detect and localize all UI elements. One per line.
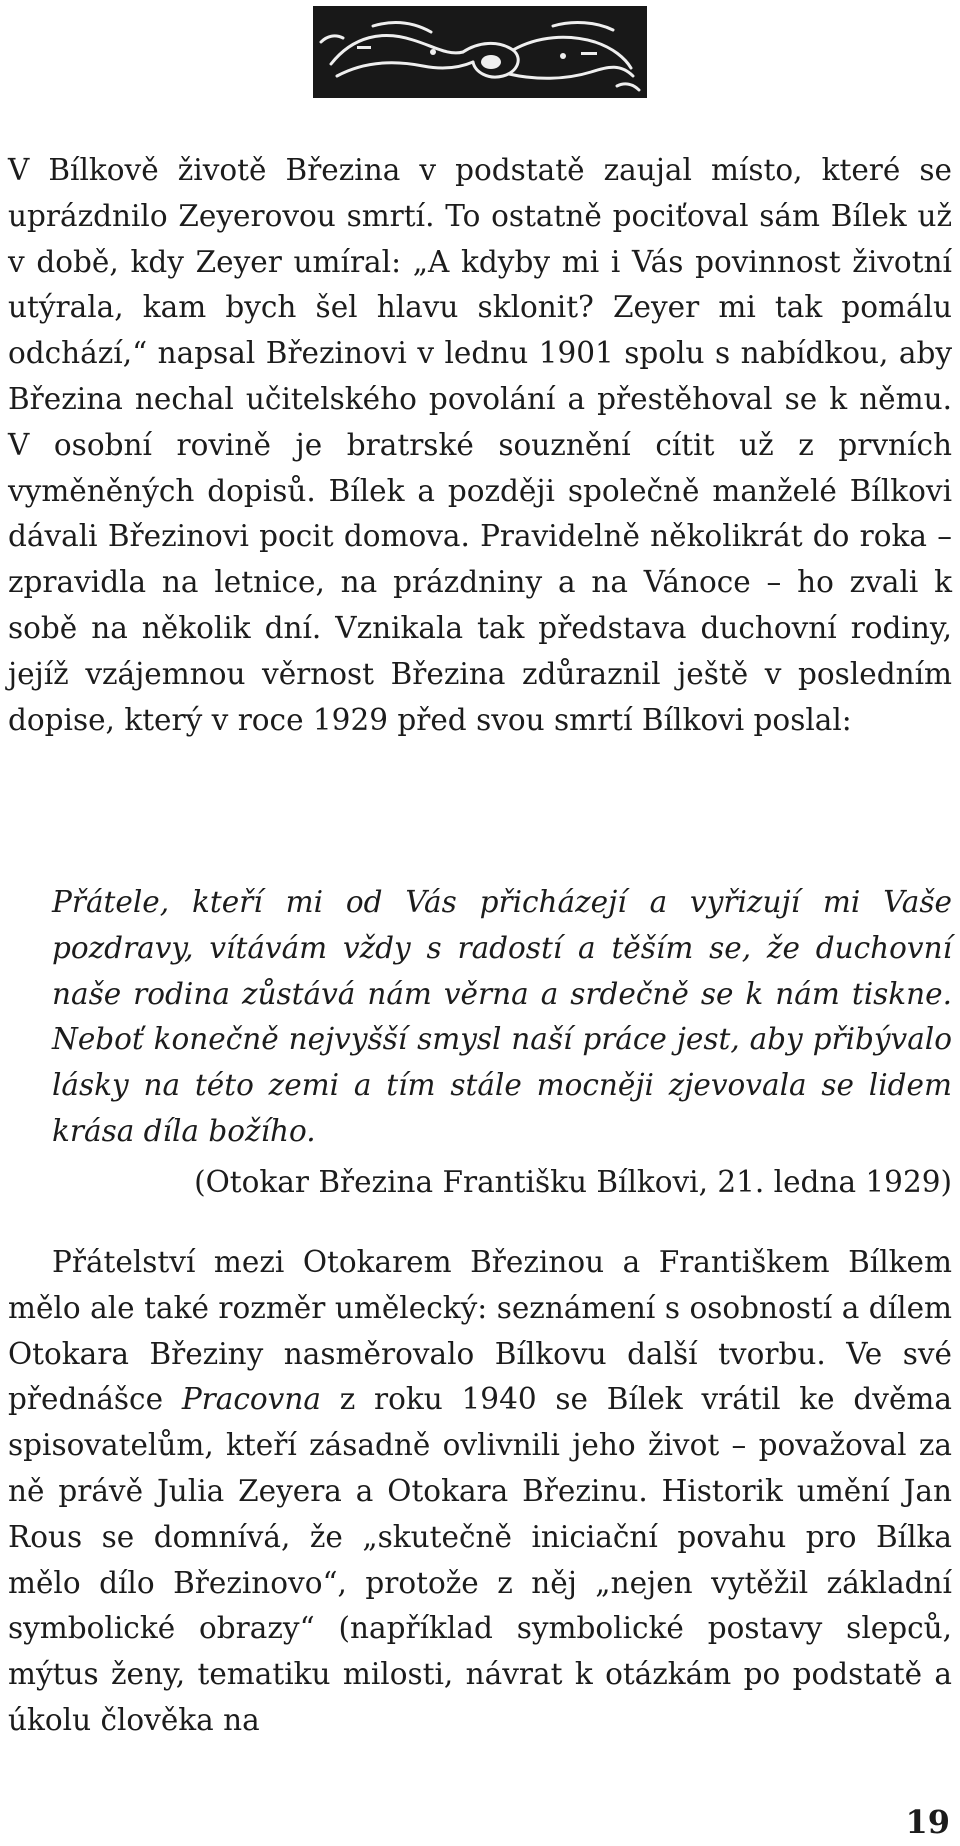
block-quote: Přátele, kteří mi od Vás přicházejí a vyřizují mi Vaše pozdravy, vítávám vždy s radostí a těším se, že duchovní naše rodina zůstává nám věrna a srdečně se k nám tiskne. Neboť konečně nejvyšší smysl naší práce jest, aby přibývalo lásky na této zemi a tím stále mocněji zjevovala se lidem krása díla božího. (52, 885, 952, 1148)
page-number: 19 (905, 1803, 950, 1841)
paragraph-2 (8, 1240, 952, 1744)
paragraph-1: V Bílkově životě Březina v podstatě zaujal místo, které se uprázdnilo Zeyerovou smrtí. To ostatně pociťoval sám Bílek už v době, kdy Zeyer umíral: „A kdyby mi i Vás povinnost životní utýrala, kam bych šel hlavu sklonit? Zeyer mi tak pomálu odchází,“ napsal Březinovi v lednu 1901 spolu s nabídkou, aby Březina nechal učitelského povolání a přestěhoval se k němu. V osobní rovině je bratrské souznění cítit už z prvních vyměněných dopisů. Bílek a později společně manželé Bílkovi dávali Březinovi pocit domova. Pravidelně několikrát do roka – zpravidla na letnice, na prázdniny a na Vánoce – ho zvali k sobě na několik dní. Vznikala tak představa duchovní rodiny, jejíž vzájemnou věrnost Březina zdůraznil ještě v posledním dopise, který v roce 1929 před svou smrtí Bílkovi poslal: (8, 153, 952, 737)
paragraph-2-text-start: Přátelství mezi Otokarem Březinou a Františkem Bílkem mělo ale také rozměr umělecký: seznámení s osobností a dílem Otokara Březiny nasměrovalo Bílkovu další tvorbu. Ve své přednášce (8, 1245, 952, 1417)
lecture-title: Pracovna (181, 1382, 321, 1417)
woodcut-hands-vignette-icon (313, 6, 647, 98)
quote-attribution: (Otokar Březina Františku Bílkovi, 21. ledna 1929) (194, 1165, 952, 1199)
paragraph-2-text-end: z roku 1940 se Bílek vrátil ke dvěma spisovatelům, kteří zásadně ovlivnili jeho život – považoval za ně právě Julia Zeyera a Otokara Březinu. Historik umění Jan Rous se domnívá, že „skutečně iniciační povahu pro Bílka mělo dílo Březinovo“, protože z něj „nejen vytěžil základní symbolické obrazy“ (například symbolické postavy slepců, mýtus ženy, tematiku milosti, návrat k otázkám po podstatě a úkolu člověka na (8, 1382, 952, 1737)
